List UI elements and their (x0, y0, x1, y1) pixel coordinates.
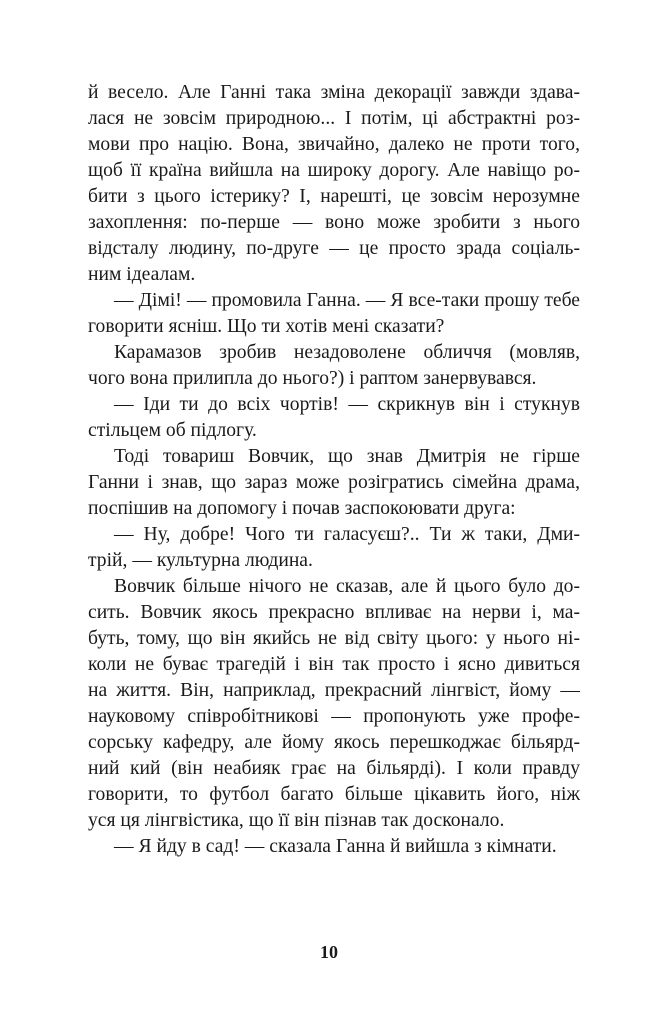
paragraph (88, 80, 580, 288)
text-line: науковому співробітникові — пропонують уже профе- (88, 706, 580, 727)
text-line: ний кий (він неабияк грає на більярді). І коли правду (88, 758, 580, 779)
text-line: говорити, то футбол багато більше цікавить його, ніж (88, 784, 580, 805)
text-line: поспішив на допомогу і почав заспокоювати друга: (88, 498, 516, 519)
text-line: Ганни і знав, що зараз може розігратись сімейна драма, (88, 472, 580, 493)
text-line: — Іди ти до всіх чортів! — скрикнув він і стукнув (114, 394, 580, 415)
paragraph (88, 340, 580, 392)
text-line: сить. Вовчик якось прекрасно впливає на нерви і, ма- (88, 602, 580, 623)
text-line: — Ну, добре! Чого ти галасуєш?.. Ти ж таки, Дми- (114, 524, 580, 545)
text-line: трій, — культурна людина. (88, 550, 313, 571)
text-line: лася не зовсім природною... І потім, ці абстрактні роз- (88, 108, 580, 129)
paragraph (88, 288, 580, 340)
text-line: й весело. Але Ганні така зміна декорації завжди здава- (88, 82, 580, 103)
paragraph (88, 392, 580, 444)
text-line: на життя. Він, наприклад, прекрасний лінгвіст, йому — (88, 680, 580, 701)
text-line: говорити ясніш. Що ти хотів мені сказати? (88, 316, 445, 337)
text-line: захоплення: по-перше — воно може зробити з нього (88, 212, 580, 233)
text-line: бити з цього істерику? І, нарешті, це зовсім нерозумне (88, 186, 580, 207)
text-line: буть, тому, що він якийсь не від світу цього: у нього ні- (88, 628, 580, 649)
page-number: 10 (320, 942, 338, 962)
text-line: мови про націю. Вона, звичайно, далеко не проти того, (88, 134, 580, 155)
text-column (88, 80, 580, 860)
text-line: — Я йду в сад! — сказала Ганна й вийшла з кімнати. (114, 836, 557, 857)
text-line: сорську кафедру, але йому якось перешкоджає більярд- (88, 732, 580, 753)
paragraph (88, 444, 580, 522)
text-line: Вовчик більше нічого не сказав, але й цього було до- (114, 576, 580, 597)
text-line: Карамазов зробив незадоволене обличчя (мовляв, (114, 342, 580, 363)
text-line: Тоді товариш Вовчик, що знав Дмитрія не гірше (114, 446, 580, 467)
text-line: стільцем об підлогу. (88, 420, 257, 441)
text-line: коли не буває трагедій і він так просто і ясно дивиться (88, 654, 580, 675)
text-line: уся ця лінгвістика, що її він пізнав так досконало. (88, 810, 505, 831)
paragraph (88, 574, 580, 834)
page-body (88, 80, 580, 860)
paragraph (88, 522, 580, 574)
text-line: — Дімі! — промовила Ганна. — Я все-таки прошу тебе (114, 290, 580, 311)
paragraph (88, 834, 580, 860)
text-line: чого вона прилипла до нього?) і раптом занервувався. (88, 368, 537, 389)
text-line: ним ідеалам. (88, 264, 196, 285)
text-line: щоб її країна вийшла на широку дорогу. Але навіщо ро- (88, 160, 580, 181)
text-line: відсталу людину, по-друге — це просто зрада соціаль- (88, 238, 580, 259)
